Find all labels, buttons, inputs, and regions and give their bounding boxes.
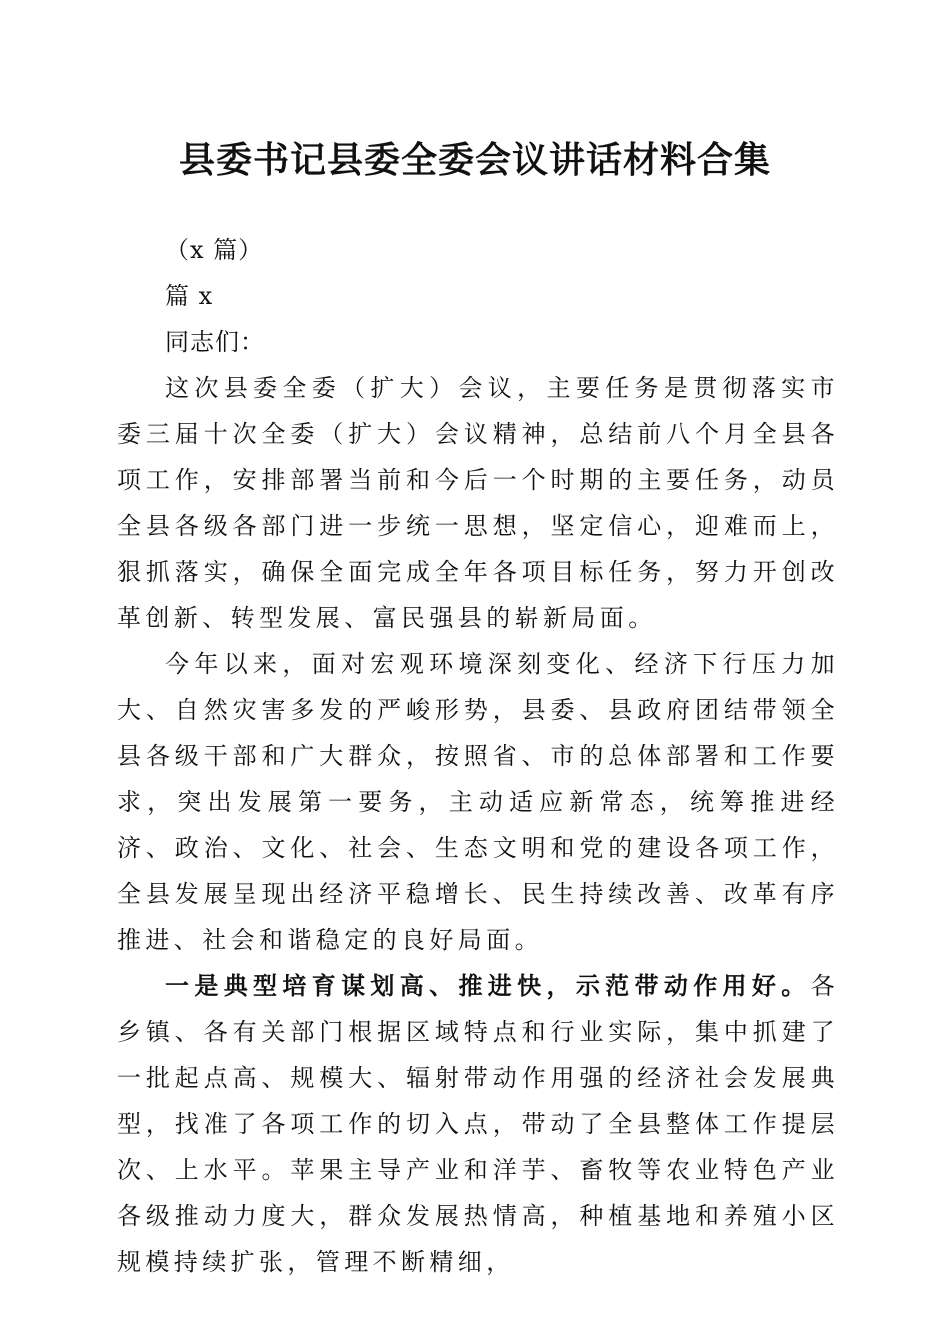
- document-body: [117, 227, 839, 1285]
- document-subtitle: （x 篇）: [165, 236, 264, 264]
- paragraph-3-text: 各乡镇、各有关部门根据区域特点和行业实际，集中抓建了一批起点高、规模大、辐射带动作用强的经济社会发展典型，找准了各项工作的切入点，带动了全县整体工作提层次、上水平。苹果主导产业和洋芋、畜牧等农业特色产业各级推动力度大，群众发展热情高，种植基地和养殖小区规模持续扩张，管理不断精细，: [117, 972, 839, 1276]
- section-label: 篇 x: [165, 282, 214, 310]
- salutation: 同志们：: [165, 328, 265, 356]
- paragraph-2: 今年以来，面对宏观环境深刻变化、经济下行压力加大、自然灾害多发的严峻形势，县委、县政府团结带领全县各级干部和广大群众，按照省、市的总体部署和工作要求，突出发展第一要务，主动适应新常态，统筹推进经济、政治、文化、社会、生态文明和党的建设各项工作，全县发展呈现出经济平稳增长、民生持续改善、改革有序推进、社会和谐稳定的良好局面。: [117, 650, 839, 954]
- document-title: 县委书记县委全委会议讲话材料合集: [178, 139, 771, 181]
- paragraph-3: [117, 963, 839, 1285]
- paragraph-3-lead: 一是典型培育谋划高、推进快，示范带动作用好。: [165, 971, 811, 1000]
- paragraph-1: 这次县委全委（扩大）会议，主要任务是贯彻落实市委三届十次全委（扩大）会议精神，总结前八个月全县各项工作，安排部署当前和今后一个时期的主要任务，动员全县各级各部门进一步统一思想，坚定信心，迎难而上，狠抓落实，确保全面完成全年各项目标任务，努力开创改革创新、转型发展、富民强县的崭新局面。: [117, 374, 839, 632]
